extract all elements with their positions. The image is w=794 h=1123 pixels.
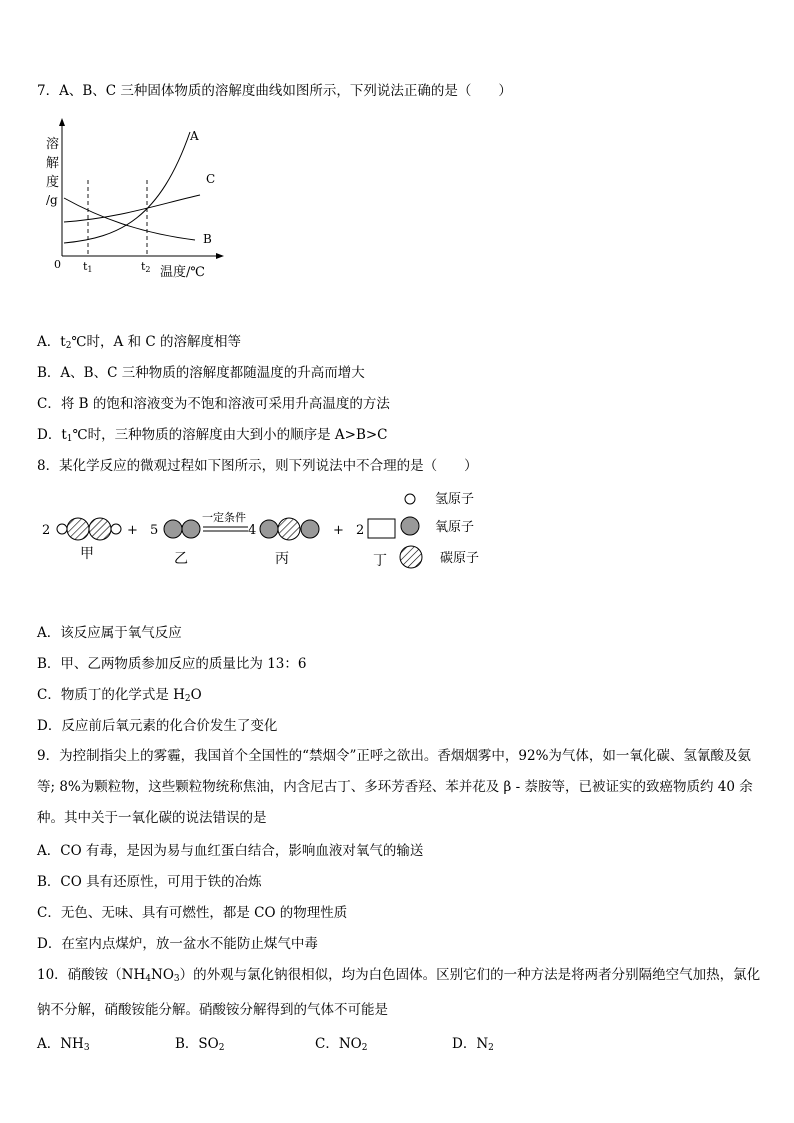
name-yi: 乙 bbox=[174, 551, 188, 567]
q9-stem: 9．为控制指尖上的雾霾，我国首个全国性的“禁烟令”正呼之欲出。香烟烟雾中，92%为气体，如一氧化碳、氢氰酸及氨等; 8%为颗粒物，这些颗粒物统称焦油，内含尼古丁、多环芳香羟、苯并花及 β - 萘胺等，已被证实的致癌物质约 40 余种。其中关于一氧化碳的说法错误的是 bbox=[37, 748, 753, 826]
t2-label: t2 bbox=[141, 260, 151, 274]
curve-b bbox=[64, 198, 195, 240]
curve-b-label: B bbox=[203, 232, 212, 246]
reaction-condition: 一定条件 bbox=[202, 511, 246, 524]
plus-1: + bbox=[127, 523, 138, 538]
q7-option-b[interactable]: B．A、B、C 三种物质的溶解度都随温度的升高而增大 bbox=[37, 365, 365, 381]
q9-option-a[interactable]: A．CO 有毒，是因为易与血红蛋白结合，影响血液对氧气的输送 bbox=[37, 843, 424, 859]
legend-c-atom bbox=[400, 546, 422, 568]
q10-option-a[interactable]: A．$NH_3$ bbox=[37, 1036, 90, 1053]
name-ding: 丁 bbox=[373, 553, 387, 569]
q8-option-c[interactable]: C．物质丁的化学式是 $H_2O$ bbox=[37, 687, 202, 704]
ylabel-char-1: 溶 bbox=[46, 137, 60, 152]
coef-bing: 4 bbox=[248, 523, 257, 538]
origin-label: 0 bbox=[54, 258, 61, 271]
name-jia: 甲 bbox=[80, 546, 94, 562]
ylabel-char-2: 解 bbox=[46, 156, 60, 171]
q7-solubility-chart bbox=[40, 118, 240, 283]
ylabel-char-3: 度 bbox=[46, 175, 60, 190]
q7-option-d[interactable]: D．$t_1℃$时，三种物质的溶解度由大到小的顺序是 A>B>C bbox=[37, 427, 388, 444]
legend-h-atom bbox=[405, 494, 415, 504]
coef-yi: 5 bbox=[150, 523, 159, 538]
q7-stem: 7．A、B、C 三种固体物质的溶解度曲线如图所示，下列说法正确的是（ ） bbox=[37, 83, 512, 99]
ylabel-char-4: /g bbox=[46, 193, 58, 207]
q8-stem: 8．某化学反应的微观过程如下图所示，则下列说法中不合理的是（ ） bbox=[37, 458, 478, 474]
molecule-yi bbox=[164, 520, 200, 538]
curve-c-label: C bbox=[206, 172, 216, 186]
q7-option-c[interactable]: C．将 B 的饱和溶液变为不饱和溶液可采用升高温度的方法 bbox=[37, 396, 390, 412]
q9-option-d[interactable]: D．在室内点煤炉，放一盆水不能防止煤气中毒 bbox=[37, 936, 318, 952]
legend-o-label: 氧原子 bbox=[435, 520, 475, 535]
q10-option-c[interactable]: C．$NO_2$ bbox=[315, 1036, 368, 1053]
q8-option-b[interactable]: B．甲、乙两物质参加反应的质量比为 13：6 bbox=[37, 656, 307, 672]
curve-a bbox=[64, 132, 190, 243]
coef-ding: 2 bbox=[356, 523, 365, 538]
q10-option-b[interactable]: B．$SO_2$ bbox=[175, 1036, 225, 1053]
coef-jia: 2 bbox=[42, 523, 51, 538]
molecule-ding-blank bbox=[368, 519, 395, 538]
t1-label: t1 bbox=[83, 260, 93, 274]
name-bing: 丙 bbox=[275, 551, 289, 567]
plus-2: + bbox=[333, 523, 344, 538]
q10-option-d[interactable]: D．$N_2$ bbox=[452, 1036, 494, 1053]
q8-option-a[interactable]: A．该反应属于氧气反应 bbox=[37, 625, 182, 641]
q8-option-d[interactable]: D．反应前后氧元素的化合价发生了变化 bbox=[37, 718, 278, 734]
q10-options bbox=[37, 1032, 757, 1052]
legend-c-label: 碳原子 bbox=[440, 551, 480, 566]
curve-a-label: A bbox=[190, 129, 199, 143]
q8-reaction-diagram bbox=[30, 485, 500, 580]
q7-option-a[interactable]: A．$t_2℃$时，A 和 C 的溶解度相等 bbox=[37, 334, 241, 351]
q9-option-c[interactable]: C．无色、无味、具有可燃性，都是 CO 的物理性质 bbox=[37, 905, 348, 921]
legend-o-atom bbox=[401, 517, 419, 535]
xlabel: 温度/℃ bbox=[160, 265, 205, 280]
molecule-bing bbox=[260, 518, 319, 540]
molecule-jia bbox=[57, 518, 121, 540]
q9-option-b[interactable]: B．CO 具有还原性，可用于铁的冶炼 bbox=[37, 874, 262, 890]
q10-stem: 10．硝酸铵$(NH_4NO_3)$的外观与氯化钠很相似，均为白色固体。区别它们的一种方法是将两者分别隔绝空气加热，氯化钠不分解，硝酸铵能分解。硝酸铵分解得到的气体不可能是 bbox=[37, 967, 761, 1018]
legend-h-label: 氢原子 bbox=[435, 492, 475, 507]
